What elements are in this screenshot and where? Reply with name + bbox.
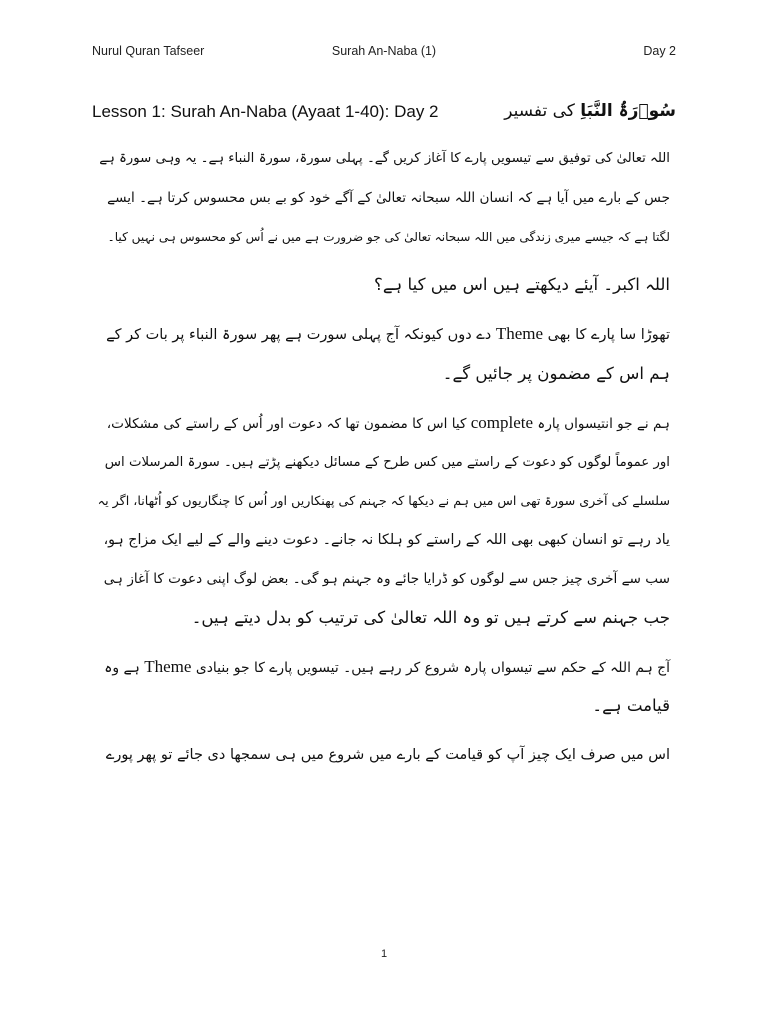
text-line: اللہ تعالیٰ کی توفیق سے تیسویں پارے کا آغاز کریں گے۔ پہلی سورۃ، سورۃ النباء ہے۔ یہ وہی سورۃ ہے	[99, 151, 670, 166]
text-line: جس کے بارے میں آیا ہے کہ انسان اللہ سبحانہ تعالیٰ کے آگے خود کو بے بس محسوس کرتا ہے۔ ایسے	[107, 189, 670, 206]
text-line: سب سے آخری چیز جس سے لوگوں کو ڈرایا جائے وہ جہنم ہو گی۔ بعض لوگ اپنی دعوت کا آغاز ہی	[103, 570, 670, 587]
text-line	[98, 315, 670, 355]
text-line	[98, 648, 670, 688]
text-segment: ہم نے جو انتیسواں پارہ	[537, 415, 670, 432]
text-segment: دے دوں کیونکہ آج پہلی سورت ہے پھر سورۃ النباء پر بات کر کے	[106, 327, 492, 344]
english-term: Theme	[495, 324, 544, 344]
text-line: اللہ اکبر۔ آیئے دیکھتے ہیں اس میں کیا ہے؟	[374, 275, 670, 295]
text-line: جب جہنم سے کرتے ہیں تو وہ اللہ تعالیٰ کی ترتیب کو بدل دیتے ہیں۔	[191, 607, 670, 627]
tafseer-label-urdu: کی تفسیر	[504, 101, 575, 121]
text-line: اور عموماً لوگوں کو دعوت کے راستے میں کس طرح کے مسائل دیکھنے پڑتے ہیں۔ سورۃ المرسلات اس	[104, 454, 670, 470]
text-segment: تھوڑا سا پارے کا بھی	[547, 327, 670, 344]
paragraph	[98, 140, 670, 256]
text-line	[98, 404, 670, 444]
text-line: اس میں صرف ایک چیز آپ کو قیامت کے بارے میں شروع میں ہی سمجھا دی جائے تو پھر پورے	[105, 747, 670, 764]
text-segment: آج ہم اللہ کے حکم سے تیسواں پارہ شروع کر رہے ہیں۔ تیسویں پارے کا جو بنیادی	[195, 659, 670, 676]
text-line: ہم اس کے مضمون پر جائیں گے۔	[442, 363, 670, 383]
lesson-title-row	[92, 100, 676, 130]
paragraph	[98, 266, 670, 305]
surah-name-urdu: سُوۡرَۃُ النَّبَاِ	[580, 101, 676, 121]
english-term: Theme	[144, 656, 192, 676]
document-body	[98, 140, 670, 775]
text-segment: کیا اس کا مضمون تھا کہ دعوت اور اُس کے راستے کی مشکلات،	[106, 415, 467, 432]
text-line: لگتا ہے کہ جیسے میری زندگی میں اللہ سبحانہ تعالیٰ کی جو ضرورت ہے میں نے اُس کو محسوس ہی نہیں کیا۔	[107, 229, 670, 244]
header-right-text: Day 2	[643, 44, 676, 58]
text-line: سلسلے کی آخری سورۃ تھی اس میں ہم نے دیکھا کہ جہنم کی پھنکاریں اور اُس کا چنگاریوں کو اُٹھانا، اگر یہ	[97, 493, 670, 509]
text-line: یاد رہے تو انسان کبھی بھی اللہ کے راستے کو ہلکا نہ جانے۔ دعوت دینے والے کے لیے ایک مزاج ہو،	[103, 532, 670, 549]
page-number: 1	[380, 948, 388, 960]
running-header	[92, 44, 676, 62]
paragraph	[98, 648, 670, 727]
text-segment: ہے وہ	[104, 659, 140, 676]
paragraph	[98, 404, 670, 638]
lesson-title-urdu	[504, 100, 676, 121]
paragraph	[98, 736, 670, 775]
header-left-text: Nurul Quran Tafseer	[92, 44, 205, 58]
lesson-title-english: Lesson 1: Surah An-Naba (Ayaat 1-40): Day 2	[92, 102, 439, 121]
paragraph	[98, 315, 670, 394]
english-term: complete	[470, 412, 534, 432]
header-center-text: Surah An-Naba (1)	[331, 44, 437, 58]
text-line: قیامت ہے۔	[592, 696, 670, 716]
